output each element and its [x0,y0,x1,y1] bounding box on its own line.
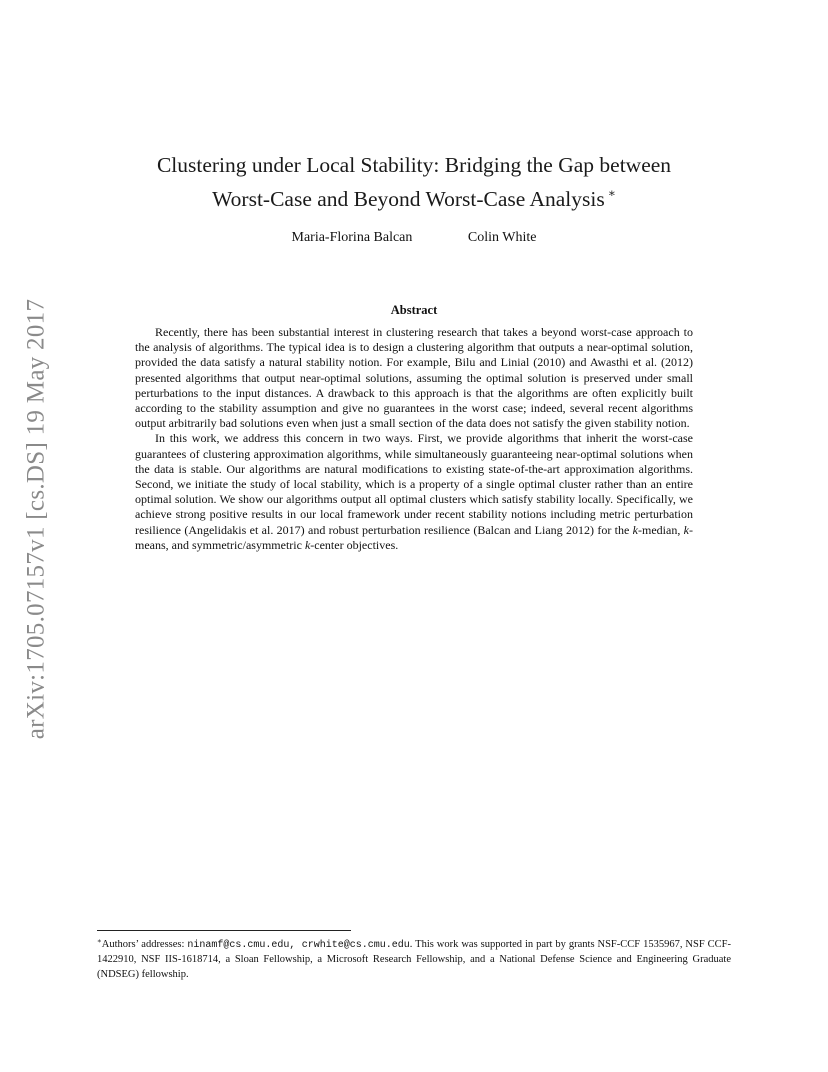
abstract-paragraph-1: Recently, there has been substantial interest in clustering research that takes a beyond worst-case approach to the analysis of algorithms. The typical idea is to design a clustering algorithm that outputs a near-optimal solution, provided the data satisfy a natural stability notion. For example, Bilu and Linial (2010) and Awasthi et al. (2012) presented algorithms that output near-optimal solutions, assuming the optimal solution is preserved under small perturbations to the input distances. A drawback to this approach is that the algorithms are often explicitly built according to the stability assumption and give no guarantees in the worst case; indeed, several recent algorithms output arbitrarily bad solutions even when just a small section of the data does not satisfy the given stability notion. [135,325,693,431]
k-variable: k [683,522,689,537]
abstract-p2-part-d: -center objectives. [310,537,399,552]
abstract-body [135,325,693,553]
author-balcan: Maria-Florina Balcan [291,230,413,245]
k-variable: k [304,537,311,552]
abstract-p2-part-c: -means, and symmetric/asymmetric [135,522,693,552]
paper-title [100,151,728,213]
k-variable: k [632,522,638,537]
footnote [97,934,731,982]
abstract-heading: Abstract [390,303,438,317]
author-emails: ninamf@cs.cmu.edu, crwhite@cs.cmu.edu [187,940,410,951]
footnote-marker: ∗ [97,937,102,945]
arxiv-identifier-stamp [18,278,54,760]
title-line-1: Clustering under Local Stability: Bridging the Gap between [156,153,672,177]
abstract-p2-part-b: -median, [638,522,684,537]
author-list [100,229,728,247]
title-footnote-marker: ∗ [607,186,616,200]
footnote-funding-text: . This work was supported in part by grants NSF-CCF 1535967, NSF CCF-1422910, NSF IIS-1618714, a Sloan Fellowship, a Microsoft Research Fellowship, and a National Defense Science and Engineering Graduate (NDSEG) fellowship. [97,939,731,980]
footnote-lead: Authors’ addresses: [101,939,188,950]
author-white: Colin White [467,230,537,245]
title-line-2 [100,179,728,213]
arxiv-identifier-text: arXiv:1705.07157v1 [cs.DS] 19 May 2017 [22,298,50,740]
title-line-2-text: Worst-Case and Beyond Worst-Case Analysis [212,187,605,211]
footnote-divider [97,930,351,931]
abstract-p2-part-a: In this work, we address this concern in two ways. First, we provide algorithms that inherit the worst-case guarantees of clustering approximation algorithms, while simultaneously guaranteeing near-optimal solutions when the data is stable. Our algorithms are natural modifications to existing state-of-the-art approximation algorithms. Second, we initiate the study of local stability, which is a property of a single optimal cluster rather than an entire optimal solution. We show our algorithms output all optimal clusters which satisfy stability locally. Specifically, we achieve strong positive results in our local framework under recent stability notions including metric perturbation resilience (Angelidakis et al. 2017) and robust perturbation resilience (Balcan and Liang 2012) for the [135,431,693,537]
abstract-paragraph-2 [135,431,693,553]
